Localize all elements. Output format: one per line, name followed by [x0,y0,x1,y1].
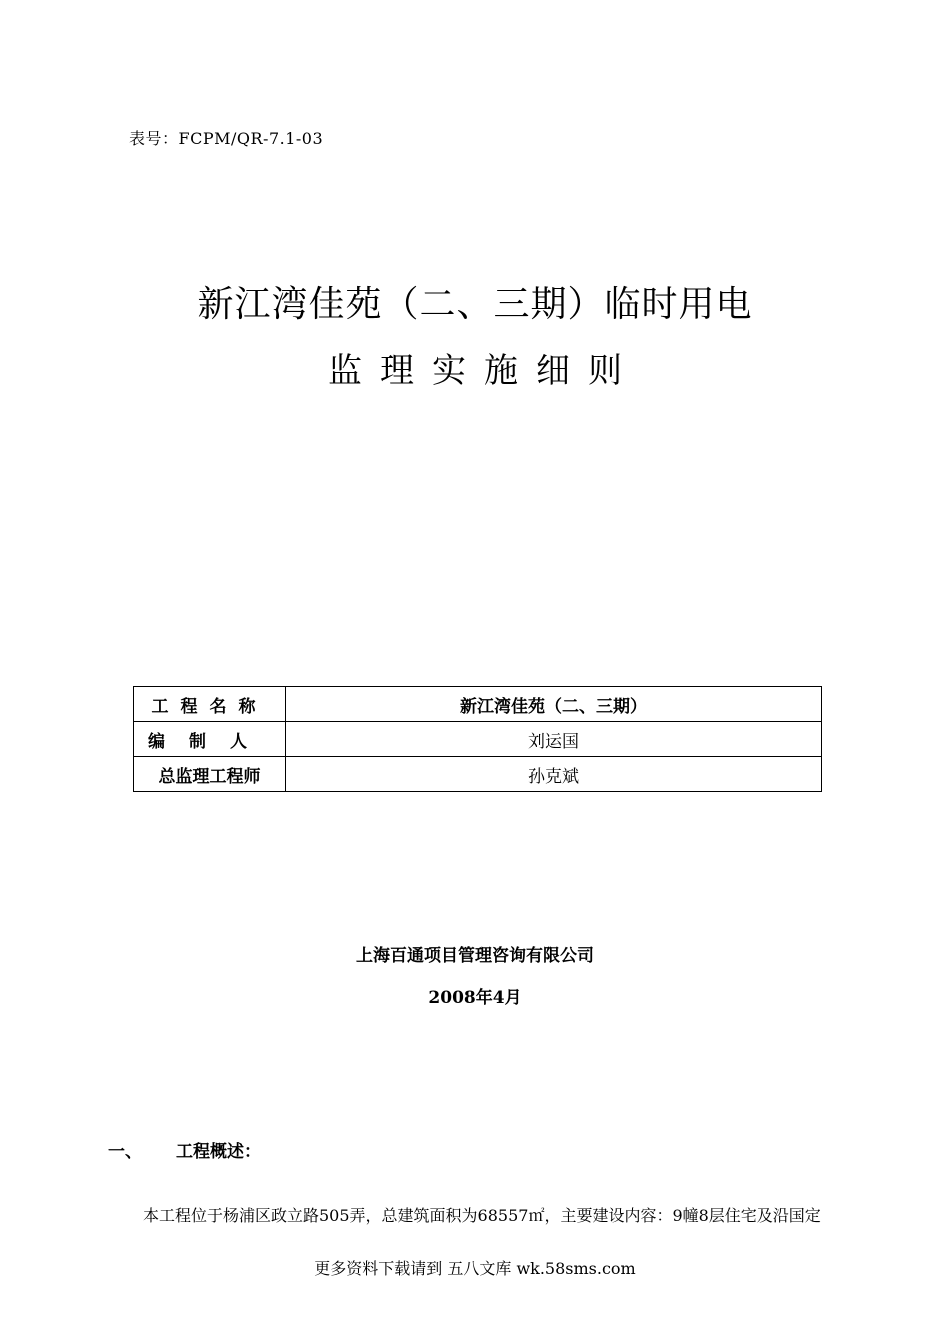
document-title: 新江湾佳苑（二、三期）临时用电 [197,284,753,325]
project-name-value: 新江湾佳苑（二、三期） [286,687,822,722]
form-code: 表号：FCPM/QR-7.1-03 [129,129,324,148]
author-label: 编制人 [134,722,286,757]
table-row [134,687,822,722]
project-name-label: 工程名称 [134,687,286,722]
section-number: 一、 [108,1142,142,1162]
document-date: 2008年4月 [428,988,522,1008]
chief-engineer-label: 总监理工程师 [134,757,286,792]
footer-text: 更多资料下载请到 五八文库 wk.58sms.com [314,1259,636,1278]
project-info-table [133,686,822,792]
company-name: 上海百通项目管理咨询有限公司 [356,946,594,966]
chief-engineer-value: 孙克斌 [286,757,822,792]
document-subtitle: 监理实施细则 [328,351,640,391]
table-row [134,722,822,757]
author-value: 刘运国 [286,722,822,757]
table-row [134,757,822,792]
section-title: 工程概述： [176,1142,261,1162]
section-heading [108,1137,261,1162]
section-body: 本工程位于杨浦区政立路505弄，总建筑面积为68557㎡，主要建设内容：9幢8层住宅及沿国定 [143,1206,821,1225]
